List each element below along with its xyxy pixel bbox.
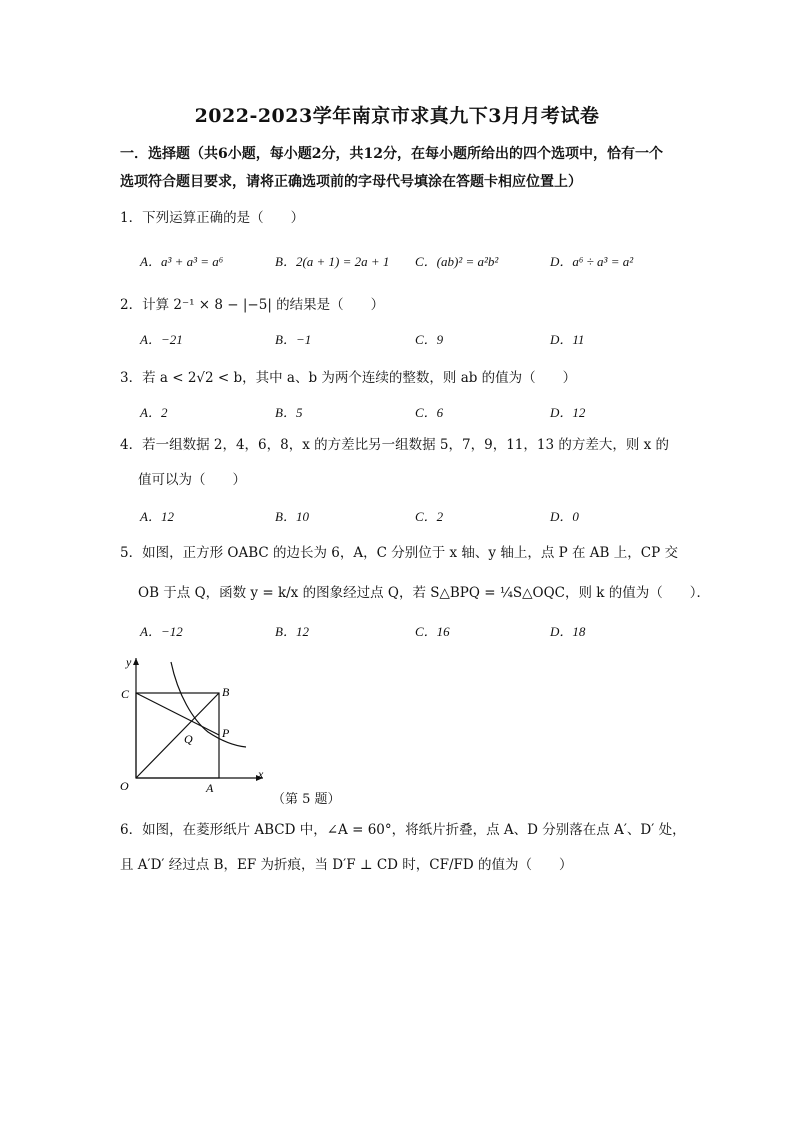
diagonal-ob — [136, 693, 219, 778]
section-line-2: 选项符合题目要求，请将正确选项前的字母代号填涂在答题卡相应位置上） — [120, 174, 582, 190]
question-2-options — [140, 330, 680, 350]
question-4-line-2: 值可以为（ ） — [138, 472, 246, 488]
label-c: C — [121, 687, 130, 701]
question-1-options — [140, 252, 680, 272]
option-b: B．−1 — [275, 332, 312, 347]
option-b: B．10 — [275, 509, 309, 524]
question-2: 2．计算 2⁻¹ × 8 − |−5| 的结果是（ ） — [120, 297, 385, 313]
line-cp — [136, 693, 219, 735]
question-5-figure — [108, 650, 278, 800]
option-c: C．(ab)² = a²b² — [415, 254, 499, 269]
option-c: C．16 — [415, 624, 450, 639]
option-a: A．12 — [140, 509, 174, 524]
question-5-options — [140, 622, 680, 642]
question-5: 5．如图，正方形 OABC 的边长为 6，A，C 分别位于 x 轴、y 轴上，点 P 在 AB 上，CP 交 — [120, 545, 678, 561]
option-d: D．11 — [550, 332, 585, 347]
option-a: A．−21 — [140, 332, 183, 347]
label-b: B — [222, 685, 230, 699]
question-6: 6．如图，在菱形纸片 ABCD 中，∠A = 60°，将纸片折叠，点 A、D 分别落在点 A′、D′ 处， — [120, 822, 686, 838]
section-line-1: 一．选择题（共6小题，每小题2分，共12分，在每小题所给出的四个选项中，恰有一个 — [120, 146, 663, 162]
question-5-line-2: OB 于点 Q，函数 y = k/x 的图象经过点 Q，若 S△BPQ = ¼S△OQC，则 k 的值为（ ）． — [138, 585, 711, 601]
section-instructions — [120, 140, 680, 196]
label-p: P — [222, 726, 230, 740]
question-3-options — [140, 403, 680, 423]
option-c: C．2 — [415, 509, 444, 524]
option-b: B．5 — [275, 405, 303, 420]
option-a: A．a³ + a³ = a⁶ — [140, 254, 224, 269]
question-1: 1．下列运算正确的是（ ） — [120, 210, 305, 226]
question-4-options — [140, 507, 680, 527]
option-d: D．18 — [550, 624, 586, 639]
option-d: D．12 — [550, 405, 586, 420]
option-d: D．0 — [550, 509, 579, 524]
option-b: B．12 — [275, 624, 309, 639]
option-d: D．a⁶ ÷ a³ = a² — [550, 254, 634, 269]
figure-caption: （第 5 题） — [272, 792, 341, 807]
question-6-line-2: 且 A′D′ 经过点 B，EF 为折痕，当 D′F ⊥ CD 时，CF/FD 的值为（ ） — [120, 857, 573, 873]
question-3: 3．若 a < 2√2 < b，其中 a、b 为两个连续的整数，则 ab 的值为（ ） — [120, 370, 577, 386]
option-a: A．−12 — [140, 624, 183, 639]
label-q: Q — [184, 732, 193, 746]
y-axis-arrow — [133, 658, 139, 665]
page-title: 2022-2023学年南京市求真九下3月月考试卷 — [194, 105, 600, 127]
option-b: B．2(a + 1) = 2a + 1 — [275, 254, 390, 269]
label-a: A — [206, 781, 214, 795]
label-y: y — [126, 655, 132, 669]
label-x: x — [258, 767, 264, 781]
option-c: C．6 — [415, 405, 444, 420]
option-a: A．2 — [140, 405, 168, 420]
question-4: 4．若一组数据 2，4，6，8，x 的方差比另一组数据 5，7，9，11，13 的方差大，则 x 的 — [120, 437, 670, 453]
option-c: C．9 — [415, 332, 444, 347]
label-o: O — [120, 779, 129, 793]
